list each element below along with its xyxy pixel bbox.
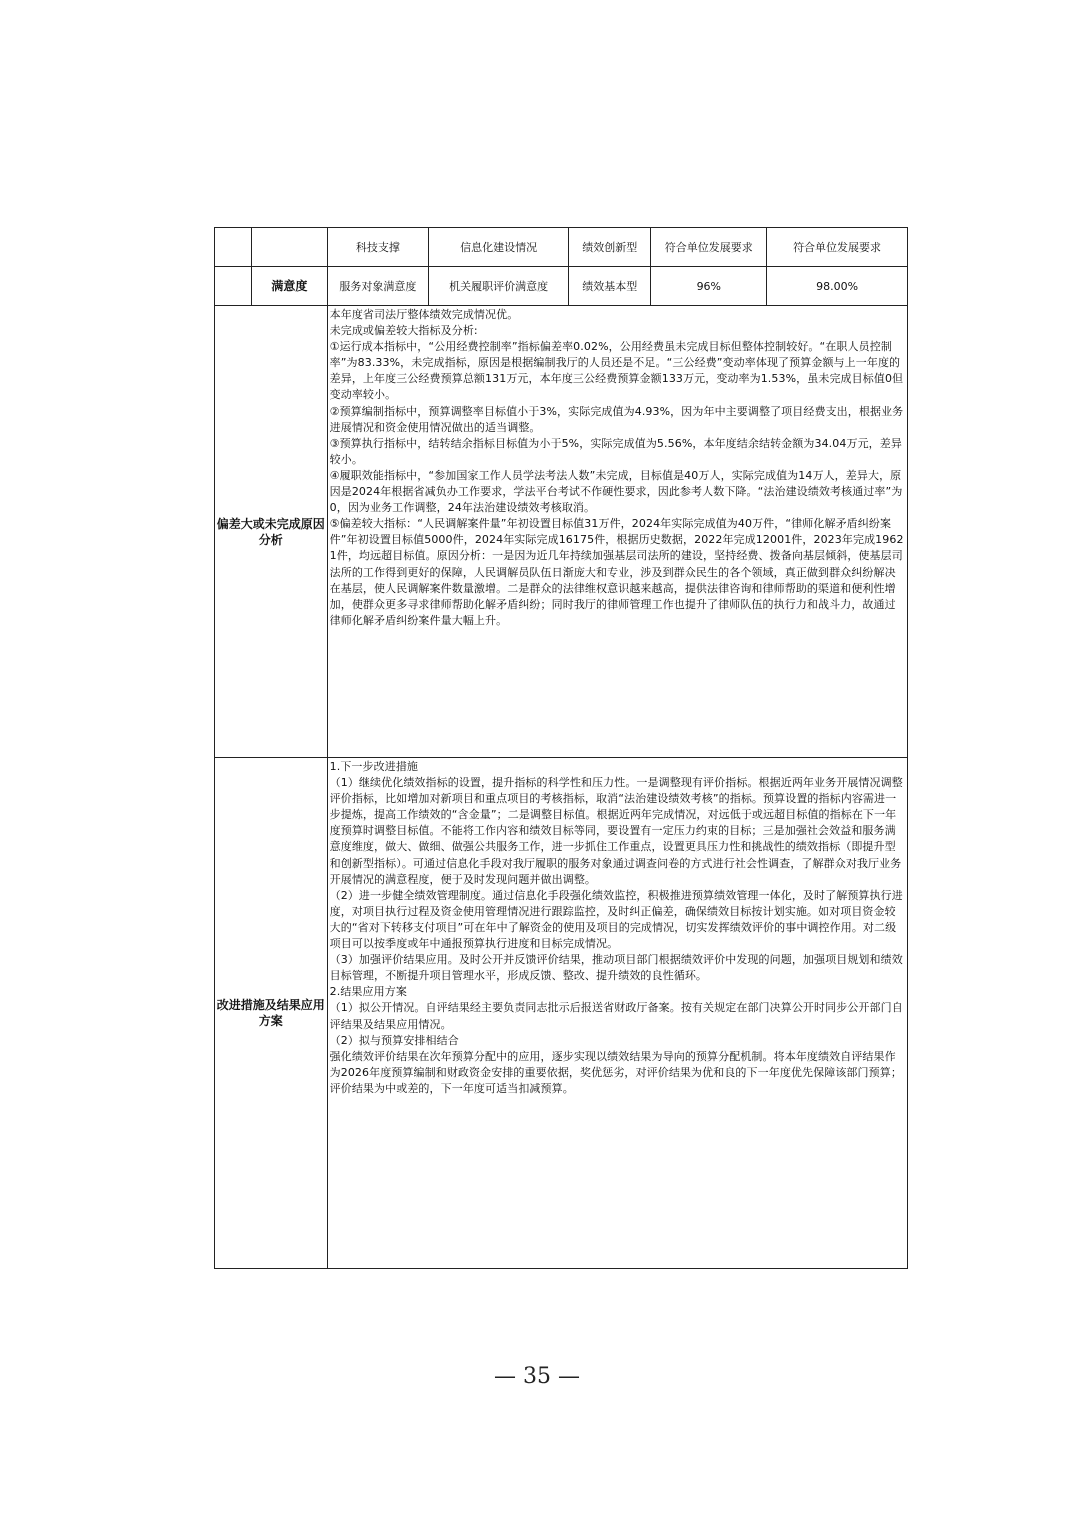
text-line: （2）拟与预算安排相结合 (329, 1033, 459, 1047)
deviation-row (215, 306, 908, 758)
text-line: （1）继续优化绩效指标的设置，提升指标的科学性和压力性。一是调整现有评价指标。根据近两年业务开展情况调整评价指标，比如增加对新项目和重点项目的考核指标，取消“法治建设绩效考核”的指标。预算设置的指标内容需进一步提炼，提高工作绩效的“含金量”；二是调整目标值。根据近两年完成情况，对远低于或远超目标值的指标在下一年度预算时调整目标值。不能将工作内容和绩效目标等同，要设置有一定压力约束的目标；三是加强社会效益和服务满意度维度，做大、做细、做强公共服务工作，进一步抓住工作重点，设置更具压力性和挑战性的绩效指标（即提升型和创新型指标）。可通过信息化手段对我厅履职的服务对象通过调查问卷的方式进行社会性调查，了解群众对我厅业务开展情况的满意程度，便于及时发现问题并做出调整。 (329, 776, 903, 886)
deviation-label: 偏差大或未完成原因分析 (215, 306, 328, 758)
performance-table (214, 227, 908, 1269)
performance-table-page (214, 227, 908, 1269)
text-line: （3）加强评价结果应用。及时公开并反馈评价结果，推动项目部门根据绩效评价中发现的问题，加强项目规划和绩效目标管理，不断提升项目管理水平，形成反馈、整改、提升绩效的良性循环。 (329, 953, 903, 983)
text-line: （1）拟公开情况。自评结果经主要负责同志批示后报送省财政厅备案。按有关规定在部门决算公开时同步公开部门自评结果及结果应用情况。 (329, 1001, 903, 1031)
target-value-cell: 符合单位发展要求 (651, 228, 767, 267)
text-line: 1.下一步改进措施 (329, 760, 419, 773)
indicator-name-cell: 信息化建设情况 (429, 228, 569, 267)
empty-cell (252, 228, 327, 267)
indicator-type-cell: 绩效创新型 (569, 228, 651, 267)
indicator-cell: 服务对象满意度 (327, 267, 429, 306)
actual-value-cell: 符合单位发展要求 (767, 228, 908, 267)
text-line: 2.结果应用方案 (329, 985, 407, 999)
text-line: ②预算编制指标中，预算调整率目标值小于3%，实际完成值为4.93%，因为年中主要调整了项目经费支出，根据业务进展情况和资金使用情况做出的适当调整。 (329, 404, 904, 434)
satisfaction-label: 满意度 (252, 267, 327, 306)
improvement-plan-text (327, 758, 907, 1269)
page-number: — 35 — (494, 1364, 580, 1389)
text-line: ③预算执行指标中，结转结余指标目标值为小于5%，实际完成值为5.56%，本年度结余结转金额为34.04万元，差异较小。 (329, 436, 902, 466)
indicator-type-cell: 绩效基本型 (569, 267, 651, 306)
table-row (215, 228, 908, 267)
indicator-cell: 科技支撑 (327, 228, 429, 267)
text-line: ④履职效能指标中，“参加国家工作人员学法考法人数”未完成，目标值是40万人，实际完成值为14万人，差异大，原因是2024年根据省减负办工作要求，学法平台考试不作硬性要求，因此参考人数下降。“法治建设绩效考核通过率”为0，因为业务工作调整，24年法治建设绩效考核取消。 (329, 468, 903, 515)
text-line: ①运行成本指标中，“公用经费控制率”指标偏差率0.02%，公用经费虽未完成目标但整体控制较好。“在职人员控制率”为83.33%，未完成指标，原因是根据编制我厅的人员还是不足。“三公经费”变动率体现了预算金额与上一年度的差异，上年度三公经费预算总额131万元，本年度三公经费预算金额133万元，变动率为1.53%，虽未完成目标值0但变动率较小。 (329, 340, 904, 402)
indicator-name-cell: 机关履职评价满意度 (429, 267, 569, 306)
text-line: 强化绩效评价结果在次年预算分配中的应用，逐步实现以绩效结果为导向的预算分配机制。将本年度绩效自评结果作为2026年度预算编制和财政资金安排的重要依据，奖优惩劣，对评价结果为优和良的下一年度优先保障该部门预算；评价结果为中或差的，下一年度可适当扣减预算。 (329, 1049, 902, 1095)
deviation-analysis-text (327, 306, 907, 758)
empty-cell (215, 267, 252, 306)
actual-value-cell: 98.00% (767, 267, 908, 306)
improvement-row (215, 758, 908, 1269)
text-line: 未完成或偏差较大指标及分析: (329, 324, 478, 338)
text-line: ⑤偏差较大指标：“人民调解案件量”年初设置目标值31万件，2024年实际完成值为40万件，“律师化解矛盾纠纷案件”年初设置目标值5000件，2024年实际完成16175件，根据历史数据，2022年完成12001件，2023年完成19621件，均远超目标值。原因分析：一是因为近几年持续加强基层司法所的建设，坚持经费、拨备向基层倾斜，使基层司法所的工作得到更好的保障，人民调解员队伍日渐庞大和专业，涉及到群众民生的各个领域，真正做到群众纠纷解决在基层，使人民调解案件数量激增。二是群众的法律维权意识越来越高，提供法律咨询和律师帮助的渠道和便利性增加，使群众更多寻求律师帮助化解矛盾纠纷；同时我厅的律师管理工作也提升了律师队伍的执行力和战斗力，故通过律师化解矛盾纠纷案件量大幅上升。 (329, 517, 904, 627)
table-row (215, 267, 908, 306)
improvement-label: 改进措施及结果应用方案 (215, 758, 328, 1269)
empty-cell (215, 228, 252, 267)
text-line: 本年度省司法厅整体绩效完成情况优。 (329, 308, 519, 321)
text-line: （2）进一步健全绩效管理制度。通过信息化手段强化绩效监控，积极推进预算绩效管理一体化，及时了解预算执行进度，对项目执行过程及资金使用管理情况进行跟踪监控，及时纠正偏差，确保绩效目标按计划实施。如对项目资金较大的“省对下转移支付项目”可在年中了解资金的使用及项目的完成情况，切实发挥绩效评价的事中调控作用。对二级项目可以按季度或年中通报预算执行进度和目标完成情况。 (329, 888, 903, 951)
target-value-cell: 96% (651, 267, 767, 306)
